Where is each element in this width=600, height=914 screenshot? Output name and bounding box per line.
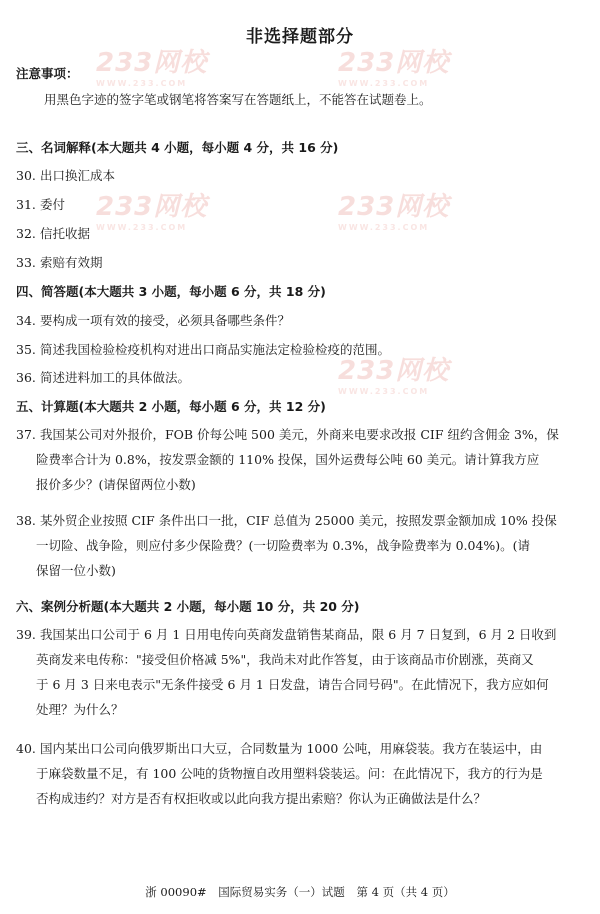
watermark: 233网校 WWW.233.COM bbox=[96, 192, 208, 232]
question-39: 39. 我国某出口公司于 6 月 1 日用电传向英商发盘销售某商品，限 6 月 7 日复到，6 月 2 日收到 英商发来电传称："接受但价格减 5%"，我尚未对此作答复，由于该商品市价剧涨，英商又 于 6 月 3 日来电表示"无条件接受 6 月 1 日发盘，请告合同号码"。在此情况下，我方应如何 处理？为什么？ bbox=[16, 627, 557, 717]
question-30: 30. 出口换汇成本 bbox=[16, 168, 116, 183]
notice-heading: 注意事项： bbox=[16, 66, 79, 81]
watermark: 233网校 WWW.233.COM bbox=[338, 192, 450, 232]
question-31: 31. 委付 bbox=[16, 197, 66, 212]
watermark: 233网校 WWW.233.COM bbox=[96, 48, 208, 88]
page-number: 第 4 页（共 4 页） bbox=[356, 885, 455, 899]
exam-name: 国际贸易实务（一）试题 bbox=[218, 885, 345, 899]
question-34: 34. 要构成一项有效的接受，必须具备哪些条件？ bbox=[16, 313, 291, 328]
section-heading: 三、名词解释(本大题共 4 小题，每小题 4 分，共 16 分) bbox=[16, 140, 339, 155]
watermark: 233网校 WWW.233.COM bbox=[338, 356, 450, 396]
notice-text: 用黑色字迹的签字笔或钢笔将答案写在答题纸上，不能答在试题卷上。 bbox=[44, 92, 432, 107]
section-heading: 四、简答题(本大题共 3 小题，每小题 6 分，共 18 分) bbox=[16, 284, 326, 299]
question-38: 38. 某外贸企业按照 CIF 条件出口一批，CIF 总值为 25000 美元，按照发票金额加成 10% 投保 一切险、战争险，则应付多少保险费？(一切险费率为 0.3%，战争险费率为 0.04%)。(请 保留一位小数) bbox=[16, 513, 557, 578]
question-32: 32. 信托收据 bbox=[16, 226, 91, 241]
watermark: 233网校 WWW.233.COM bbox=[338, 48, 450, 88]
exam-code: 浙 00090# bbox=[145, 885, 207, 899]
page-title: 非选择题部分 bbox=[246, 27, 354, 47]
section-heading: 五、计算题(本大题共 2 小题，每小题 6 分，共 12 分) bbox=[16, 399, 326, 414]
question-33: 33. 索赔有效期 bbox=[16, 255, 103, 270]
question-36: 36. 简述进料加工的具体做法。 bbox=[16, 370, 191, 385]
question-40: 40. 国内某出口公司向俄罗斯出口大豆，合同数量为 1000 公吨，用麻袋装。我方在装运中，由 于麻袋数量不足，有 100 公吨的货物擅自改用塑料袋装运。问：在此情况下，我方的行为是 否构成违约？对方是否有权拒收或以此向我方提出索赔？你认为正确做法是什么？ bbox=[16, 741, 543, 806]
page-footer bbox=[0, 884, 600, 900]
section-heading: 六、案例分析题(本大题共 2 小题，每小题 10 分，共 20 分) bbox=[16, 599, 360, 614]
question-35: 35. 简述我国检验检疫机构对进出口商品实施法定检验检疫的范围。 bbox=[16, 342, 391, 357]
question-37: 37. 我国某公司对外报价，FOB 价每公吨 500 美元，外商来电要求改报 CIF 纽约含佣金 3%，保 险费率合计为 0.8%，按发票金额的 110% 投保，国外运费每公吨 60 美元。请计算我方应 报价多少？(请保留两位小数) bbox=[16, 427, 559, 492]
